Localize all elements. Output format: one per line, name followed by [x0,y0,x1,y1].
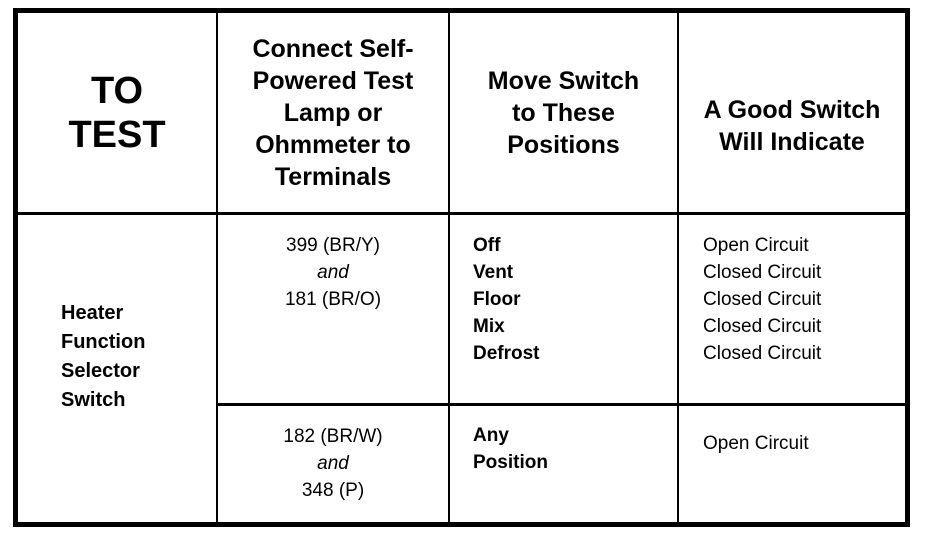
position-item: Any [473,425,509,446]
header-line: Lamp or [283,98,383,127]
component-name [61,299,211,415]
terminal-value: 348 (P) [301,480,365,501]
header-line: Powered Test [252,66,414,95]
terminal-value: 181 (BR/O) [284,289,382,310]
header-connect [218,13,448,212]
component-line: Heater [61,302,124,324]
position-item: Mix [473,316,505,337]
position-item: Position [473,452,548,473]
terminals-row-1 [218,232,448,313]
position-item: Floor [473,289,521,310]
row-divider [218,403,905,406]
result-item: Closed Circuit [703,316,822,337]
positions-row-1 [473,232,673,367]
header-line: to These [512,98,615,127]
header-line: Positions [507,130,620,159]
position-item: Off [473,235,501,256]
header-line: Ohmmeter to [255,130,411,159]
header-line: Will Indicate [719,127,865,156]
header-move-switch [450,13,677,212]
header-line: Terminals [274,162,392,191]
component-line: Switch [61,389,126,411]
header-line: TO [90,69,144,112]
component-line: Selector [61,360,140,382]
result-item: Open Circuit [703,235,809,256]
header-to-test [18,13,216,212]
header-line: TEST [68,113,166,156]
terminal-value: 182 (BR/W) [283,426,383,447]
terminal-conjunction: and [317,262,349,283]
result-item: Closed Circuit [703,262,822,283]
result-item: Closed Circuit [703,343,822,364]
result-item: Closed Circuit [703,289,822,310]
positions-row-2 [473,422,673,476]
position-item: Vent [473,262,514,283]
test-table [13,8,910,527]
terminal-conjunction: and [317,453,349,474]
header-line: Move Switch [487,66,640,95]
result-item: Open Circuit [703,433,809,454]
terminal-value: 399 (BR/Y) [286,235,380,256]
results-row-2 [703,430,903,457]
results-row-1 [703,232,903,367]
header-line: Connect Self- [252,34,414,63]
header-line: A Good Switch [703,95,881,124]
header-divider [18,212,905,215]
terminals-row-2 [218,423,448,504]
position-item: Defrost [473,343,540,364]
component-line: Function [61,331,146,353]
header-good-switch [679,13,905,212]
